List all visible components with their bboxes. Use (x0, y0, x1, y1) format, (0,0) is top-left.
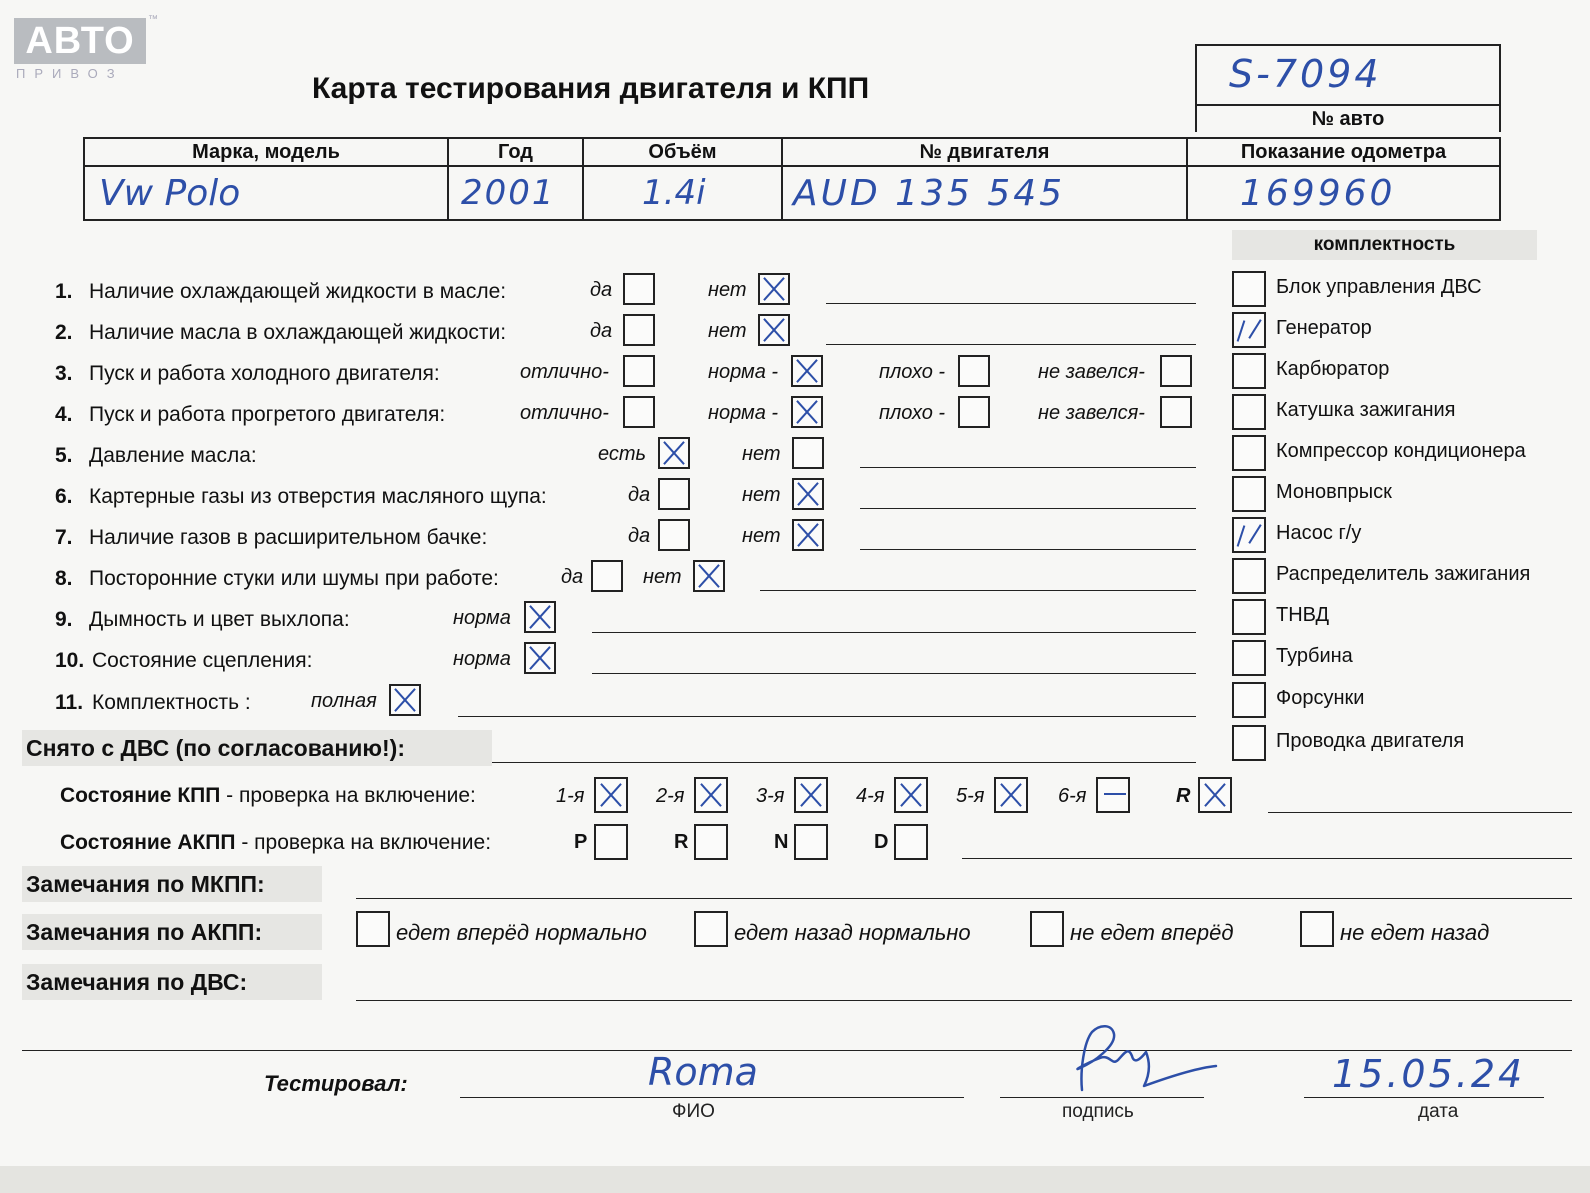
kpp-gear-label: 6-я (1058, 785, 1087, 807)
q7-label: Наличие газов в расширительном бачке: (89, 526, 488, 549)
q5-no-checkbox[interactable] (792, 437, 824, 469)
notes-akpp-label: Замечания по АКПП: (26, 919, 263, 945)
komplekt-label: Распределитель зажигания (1276, 563, 1531, 585)
logo (14, 18, 146, 64)
fio-line[interactable] (460, 1097, 964, 1098)
akpp-label-rest: - проверка на включение: (235, 831, 492, 854)
q3-nostart-checkbox[interactable] (1160, 355, 1192, 387)
removed-line[interactable] (492, 762, 1196, 763)
col-header-volume: Объём (583, 138, 782, 166)
q10-opt-label: норма (453, 648, 511, 670)
akpp-note-label: едет назад нормально (734, 920, 971, 945)
q8-number: 8. (55, 567, 73, 590)
komplekt-checkbox[interactable] (1232, 394, 1266, 430)
notes-mkpp-label: Замечания по МКПП: (26, 871, 265, 897)
akpp-note-checkbox[interactable] (694, 911, 728, 947)
q3-normal-checkbox[interactable] (791, 355, 823, 387)
q5-no-label: нет (742, 443, 781, 465)
q4-opt-nostart-label: не завелся- (1038, 402, 1145, 424)
komplekt-checkbox[interactable] (1232, 271, 1266, 307)
model-value: Vw Polo (99, 172, 241, 214)
q1-yes-checkbox[interactable] (623, 273, 655, 305)
q3-label: Пуск и работа холодного двигателя: (89, 362, 440, 385)
q1-no-label: нет (708, 279, 747, 301)
tested-label: Тестировал: (264, 1071, 408, 1096)
q6-no-label: нет (742, 484, 781, 506)
notes-dvs-label: Замечания по ДВС: (26, 969, 248, 995)
q8-yes-label: да (561, 566, 584, 588)
komplekt-checkbox[interactable] (1232, 476, 1266, 512)
q4-excellent-checkbox[interactable] (623, 396, 655, 428)
akpp-note-checkbox[interactable] (356, 911, 390, 947)
q10-number: 10. (55, 649, 85, 672)
page-title: Карта тестирования двигателя и КПП (312, 72, 870, 105)
q8-no-label: нет (643, 566, 682, 588)
q8-no-checkbox[interactable] (693, 560, 725, 592)
q4-bad-checkbox[interactable] (958, 396, 990, 428)
year-field[interactable] (448, 166, 583, 220)
q6-comment-line[interactable] (860, 508, 1196, 509)
kpp-comment-line[interactable] (1268, 812, 1572, 813)
q4-number: 4. (55, 403, 73, 426)
q5-yes-label: есть (598, 443, 647, 465)
komplekt-label: Турбина (1276, 645, 1353, 667)
komplekt-label: Компрессор кондиционера (1276, 440, 1526, 462)
q2-label: Наличие масла в охлаждающей жидкости: (89, 321, 507, 344)
q1-comment-line[interactable] (826, 303, 1196, 304)
komplekt-label: Насос г/у (1276, 522, 1362, 544)
komplekt-label: Проводка двигателя (1276, 730, 1465, 752)
komplekt-checkbox[interactable] (1232, 517, 1266, 553)
date-label: дата (1418, 1101, 1459, 1122)
auto-number-value: S-7094 (1229, 52, 1382, 96)
q1-yes-label: да (590, 279, 613, 301)
q8-label: Посторонние стуки или шумы при работе: (89, 567, 499, 590)
kpp-label (60, 784, 476, 808)
q6-yes-checkbox[interactable] (658, 478, 690, 510)
komplekt-checkbox[interactable] (1232, 435, 1266, 471)
kpp-gear-checkbox[interactable] (994, 777, 1028, 813)
q3-bad-checkbox[interactable] (958, 355, 990, 387)
engine-no-field[interactable] (782, 166, 1187, 220)
akpp-note-label: не едет вперёд (1070, 920, 1234, 945)
q1-label: Наличие охлаждающей жидкости в масле: (89, 280, 507, 303)
akpp-gear-checkbox[interactable] (794, 824, 828, 860)
q11-label: Комплектность : (92, 691, 251, 714)
komplekt-label: Генератор (1276, 317, 1372, 339)
tester-name: Roma (648, 1050, 758, 1094)
akpp-note-label: не едет назад (1340, 920, 1490, 945)
q2-yes-checkbox[interactable] (623, 314, 655, 346)
q11-comment-line[interactable] (458, 716, 1196, 717)
q6-label: Картерные газы из отверстия масляного щупа: (89, 485, 547, 508)
akpp-label (60, 831, 491, 855)
q7-no-checkbox[interactable] (792, 519, 824, 551)
model-field[interactable] (84, 166, 448, 220)
q6-no-checkbox[interactable] (792, 478, 824, 510)
q11-number: 11. (55, 691, 84, 714)
komplekt-checkbox[interactable] (1232, 558, 1266, 594)
q2-yes-label: да (590, 320, 613, 342)
notes-dvs-line-2[interactable] (22, 1050, 1572, 1051)
signature-image (1040, 1016, 1230, 1100)
q7-yes-label: да (628, 525, 651, 547)
komplekt-checkbox[interactable] (1232, 599, 1266, 635)
q3-opt-bad-label: плохо - (879, 361, 946, 383)
komplekt-label: Блок управления ДВС (1276, 276, 1482, 298)
q1-number: 1. (55, 280, 73, 303)
kpp-gear-label: 1-я (556, 785, 585, 807)
notes-mkpp-line[interactable] (356, 898, 1572, 899)
sign-label: подпись (1062, 1101, 1134, 1122)
odometer-field[interactable] (1187, 166, 1500, 220)
komplekt-checkbox[interactable] (1232, 353, 1266, 389)
komplekt-label: Форсунки (1276, 687, 1365, 709)
komplekt-checkbox[interactable] (1232, 725, 1266, 761)
komplekt-label: Катушка зажигания (1276, 399, 1456, 421)
kpp-gear-checkbox[interactable] (794, 777, 828, 813)
q8-comment-line[interactable] (760, 590, 1196, 591)
col-header-model: Марка, модель (84, 138, 448, 166)
kpp-gear-checkbox[interactable] (594, 777, 628, 813)
kpp-gear-checkbox[interactable] (894, 777, 928, 813)
q7-number: 7. (55, 526, 73, 549)
kpp-label-bold: Состояние КПП (60, 784, 221, 807)
vehicle-info-table (83, 137, 1501, 221)
q4-opt-excellent-label: отлично- (520, 402, 609, 424)
akpp-label-bold: Состояние АКПП (60, 831, 236, 854)
kpp-gear-checkbox[interactable] (1198, 777, 1232, 813)
q3-opt-normal-label: норма - (708, 361, 779, 383)
q3-excellent-checkbox[interactable] (623, 355, 655, 387)
q7-comment-line[interactable] (860, 549, 1196, 550)
akpp-gear-label: N (774, 831, 789, 853)
q2-number: 2. (55, 321, 73, 344)
q6-yes-label: да (628, 484, 651, 506)
akpp-gear-label: P (574, 831, 588, 853)
auto-number-field[interactable] (1195, 44, 1501, 106)
komplekt-label: Моновпрыск (1276, 481, 1392, 503)
akpp-gear-checkbox[interactable] (894, 824, 928, 860)
akpp-comment-line[interactable] (962, 858, 1572, 859)
logo-subtitle: ПРИВОЗ (16, 66, 124, 81)
odometer-value: 169960 (1240, 172, 1396, 214)
q7-no-label: нет (742, 525, 781, 547)
kpp-label-rest: - проверка на включение: (220, 784, 476, 807)
kpp-gear-label: 3-я (756, 785, 785, 807)
q6-number: 6. (55, 485, 73, 508)
q2-comment-line[interactable] (826, 344, 1196, 345)
q5-comment-line[interactable] (860, 467, 1196, 468)
akpp-gear-checkbox[interactable] (694, 824, 728, 860)
akpp-gear-checkbox[interactable] (594, 824, 628, 860)
q9-number: 9. (55, 608, 73, 631)
q11-opt-label: полная (311, 690, 377, 712)
q5-yes-checkbox[interactable] (658, 437, 690, 469)
year-value: 2001 (461, 173, 556, 213)
q4-opt-normal-label: норма - (708, 402, 779, 424)
volume-field[interactable] (583, 166, 782, 220)
q1-no-checkbox[interactable] (758, 273, 790, 305)
q10-checkbox[interactable] (524, 642, 556, 674)
q3-opt-nostart-label: не завелся- (1038, 361, 1145, 383)
q2-no-checkbox[interactable] (758, 314, 790, 346)
q4-opt-bad-label: плохо - (879, 402, 946, 424)
date-line[interactable] (1304, 1097, 1544, 1098)
sign-line[interactable] (1000, 1097, 1204, 1098)
kpp-gear-checkbox[interactable] (694, 777, 728, 813)
komplekt-checkbox[interactable] (1232, 312, 1266, 348)
q2-no-label: нет (708, 320, 747, 342)
q9-comment-line[interactable] (592, 632, 1196, 633)
q4-normal-checkbox[interactable] (791, 396, 823, 428)
komplekt-checkbox[interactable] (1232, 682, 1266, 718)
test-date: 15.05.24 (1332, 1052, 1526, 1096)
notes-dvs-line[interactable] (356, 1000, 1572, 1001)
kpp-gear-checkbox[interactable] (1096, 777, 1130, 813)
akpp-note-label: едет вперёд нормально (396, 920, 647, 945)
removed-label: Снято с ДВС (по согласованию!): (26, 735, 405, 761)
volume-value: 1.4i (642, 173, 706, 213)
akpp-note-checkbox[interactable] (1030, 911, 1064, 947)
q11-checkbox[interactable] (389, 684, 421, 716)
q7-yes-checkbox[interactable] (658, 519, 690, 551)
kpp-gear-label: 2-я (656, 785, 685, 807)
kpp-gear-label: 4-я (856, 785, 885, 807)
col-header-year: Год (448, 138, 583, 166)
logo-text: АВТО (25, 20, 135, 62)
q3-opt-excellent-label: отлично- (520, 361, 609, 383)
q9-checkbox[interactable] (524, 601, 556, 633)
komplekt-label: Карбюратор (1276, 358, 1390, 380)
kpp-gear-label: R (1176, 785, 1191, 807)
auto-number-label: № авто (1195, 106, 1501, 132)
col-header-odometer: Показание одометра (1187, 138, 1500, 166)
komplekt-label: ТНВД (1276, 604, 1330, 626)
q4-nostart-checkbox[interactable] (1160, 396, 1192, 428)
q4-label: Пуск и работа прогретого двигателя: (89, 403, 446, 426)
kpp-gear-label: 5-я (956, 785, 985, 807)
engine-no-value: AUD 135 545 (793, 172, 1066, 214)
paper-edge (0, 1166, 1590, 1193)
q5-label: Давление масла: (89, 444, 257, 467)
q10-comment-line[interactable] (592, 673, 1196, 674)
akpp-note-checkbox[interactable] (1300, 911, 1334, 947)
fio-label: ФИО (672, 1101, 715, 1122)
q8-yes-checkbox[interactable] (591, 560, 623, 592)
q9-label: Дымность и цвет выхлопа: (89, 608, 350, 631)
komplekt-title: комплектность (1313, 234, 1456, 255)
q9-opt-label: норма (453, 607, 511, 629)
q5-number: 5. (55, 444, 73, 467)
col-header-engine-no: № двигателя (782, 138, 1187, 166)
komplekt-checkbox[interactable] (1232, 640, 1266, 676)
trademark: ™ (148, 14, 158, 25)
q3-number: 3. (55, 362, 73, 385)
akpp-gear-label: R (674, 831, 689, 853)
q10-label: Состояние сцепления: (92, 649, 313, 672)
akpp-gear-label: D (874, 831, 889, 853)
